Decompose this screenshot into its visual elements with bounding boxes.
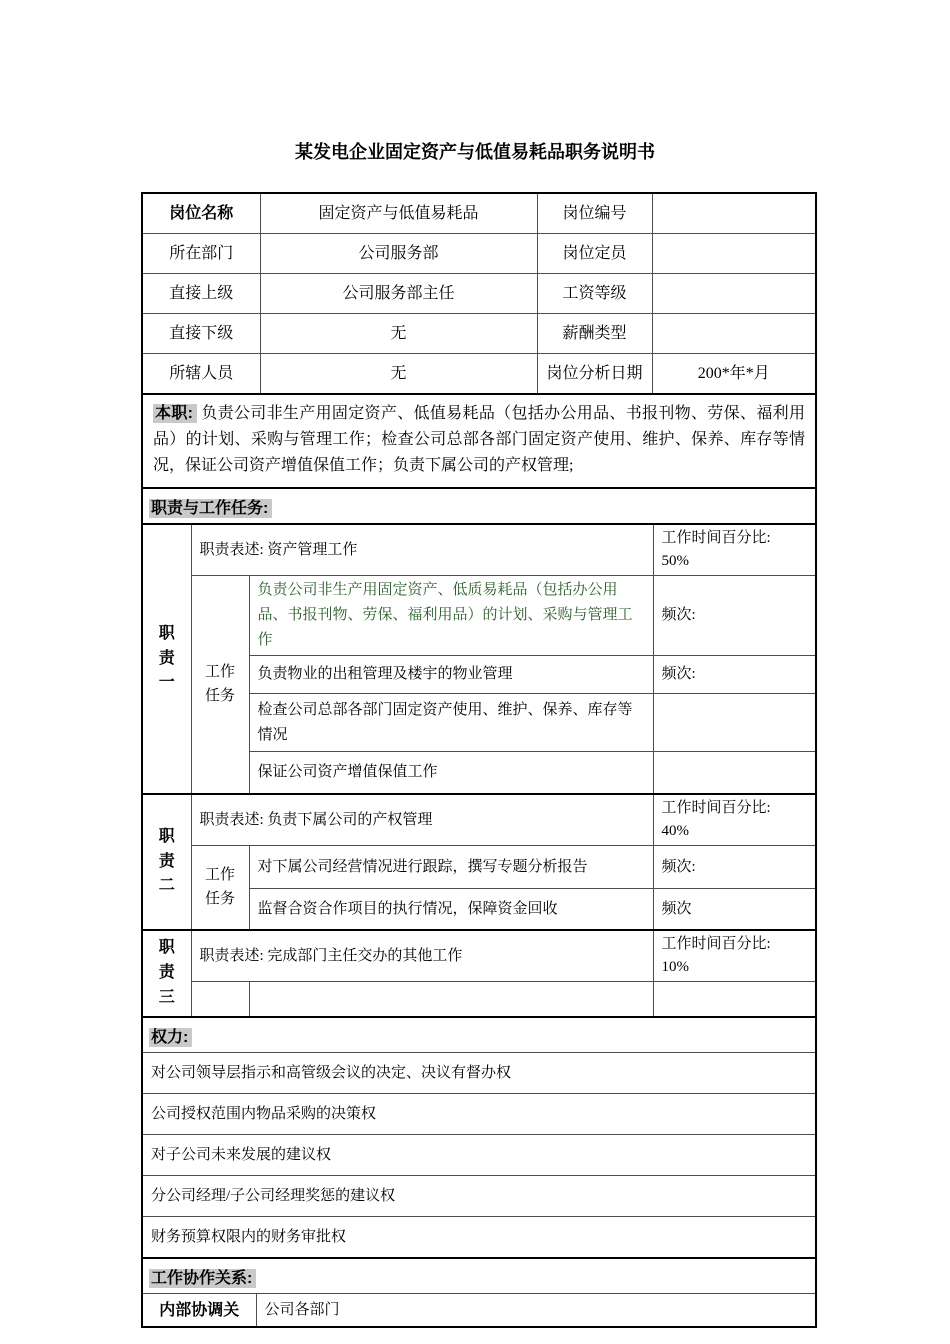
- duty-3-task-group-label: [191, 982, 249, 1017]
- info-value-headcount: [652, 234, 815, 274]
- info-table: [143, 194, 815, 393]
- info-row: [143, 234, 815, 274]
- duty-1-task-1-frequency: 频次:: [653, 576, 815, 656]
- duty-1-task-3-frequency: [653, 694, 815, 752]
- info-value-staff: 无: [260, 354, 537, 394]
- right-item-5: 财务预算权限内的财务审批权: [143, 1217, 815, 1258]
- right-item-row: [143, 1217, 815, 1258]
- duty-2-task-group-label: 工作任务: [191, 846, 249, 930]
- duty-3-time-percent: 工作时间百分比: 10%: [653, 930, 815, 982]
- duty-1-statement: 职责表述: 资产管理工作: [191, 524, 653, 576]
- duty-2-task-2: 监督合资合作项目的执行情况，保障资金回收: [249, 889, 653, 930]
- duty-3-name: 职责三: [143, 930, 191, 1016]
- rights-table: [143, 1052, 815, 1257]
- right-item-row: [143, 1053, 815, 1094]
- task-row: [143, 846, 815, 889]
- duty-1-task-2-frequency: 频次:: [653, 656, 815, 694]
- duty-2-task-1-frequency: 频次:: [653, 846, 815, 889]
- right-item-2: 公司授权范围内物品采购的决策权: [143, 1094, 815, 1135]
- duty-2-time-percent: 工作时间百分比: 40%: [653, 794, 815, 846]
- info-value-department: 公司服务部: [260, 234, 537, 274]
- info-label-position-name: 岗位名称: [143, 194, 260, 234]
- right-item-1: 对公司领导层指示和高管级会议的决定、决议有督办权: [143, 1053, 815, 1094]
- info-row: [143, 194, 815, 234]
- info-label-analysis-date: 岗位分析日期: [537, 354, 652, 394]
- info-label-department: 所在部门: [143, 234, 260, 274]
- duty-1-time-percent: 工作时间百分比: 50%: [653, 524, 815, 576]
- section-header-rights: 权力:: [143, 1016, 815, 1052]
- duty-1-task-3: 检查公司总部各部门固定资产使用、维护、保养、库存等情况: [249, 694, 653, 752]
- info-label-position-code: 岗位编号: [537, 194, 652, 234]
- right-item-4: 分公司经理/子公司经理奖惩的建议权: [143, 1176, 815, 1217]
- info-value-position-name: 固定资产与低值易耗品: [260, 194, 537, 234]
- duty-3-task-1-frequency: [653, 982, 815, 1017]
- duty-statement-row: [143, 524, 815, 576]
- task-row: [143, 576, 815, 656]
- duty-1-task-group-label: 工作任务: [191, 576, 249, 794]
- duty-statement-row: [143, 794, 815, 846]
- duty-statement-row: [143, 930, 815, 982]
- duty-3-statement: 职责表述: 完成部门主任交办的其他工作: [191, 930, 653, 982]
- info-label-salary-grade: 工资等级: [537, 274, 652, 314]
- document-title: 某发电企业固定资产与低值易耗品职务说明书: [295, 142, 655, 162]
- summary-block: [143, 393, 815, 487]
- info-label-pay-type: 薪酬类型: [537, 314, 652, 354]
- section-header-duties: 职责与工作任务:: [143, 487, 815, 523]
- info-value-direct-superior: 公司服务部主任: [260, 274, 537, 314]
- cooperation-value-internal: 公司各部门: [256, 1294, 815, 1327]
- duty-2-table: [143, 793, 815, 929]
- duty-1-name: 职责一: [143, 524, 191, 793]
- duty-1-task-1: 负责公司非生产用固定资产、低质易耗品（包括办公用品、书报刊物、劳保、福利用品）的计划、采购与管理工作: [249, 576, 653, 656]
- section-header-cooperation: 工作协作关系:: [143, 1257, 815, 1293]
- duty-2-name: 职责二: [143, 794, 191, 929]
- info-value-pay-type: [652, 314, 815, 354]
- cooperation-label-internal: 内部协调关: [143, 1294, 256, 1327]
- duty-3-task-1: [249, 982, 653, 1017]
- duty-2-task-1: 对下属公司经营情况进行跟踪，撰写专题分析报告: [249, 846, 653, 889]
- duty-1-task-2: 负责物业的出租管理及楼宇的物业管理: [249, 656, 653, 694]
- info-label-direct-subordinate: 直接下级: [143, 314, 260, 354]
- info-value-position-code: [652, 194, 815, 234]
- job-description-table: [141, 192, 817, 1328]
- duty-2-statement: 职责表述: 负责下属公司的产权管理: [191, 794, 653, 846]
- info-row: [143, 314, 815, 354]
- info-row: [143, 274, 815, 314]
- right-item-row: [143, 1176, 815, 1217]
- info-label-direct-superior: 直接上级: [143, 274, 260, 314]
- summary-label: 本职:: [153, 404, 197, 423]
- summary-text: 负责公司非生产用固定资产、低值易耗品（包括办公用品、书报刊物、劳保、福利用品）的计划、采购与管理工作；检查公司总部各部门固定资产使用、维护、保养、库存等情况，保证公司资产增值保值工作；负责下属公司的产权管理;: [153, 405, 805, 474]
- duty-1-task-4: 保证公司资产增值保值工作: [249, 752, 653, 794]
- right-item-3: 对子公司未来发展的建议权: [143, 1135, 815, 1176]
- duty-1-table: [143, 523, 815, 793]
- info-value-direct-subordinate: 无: [260, 314, 537, 354]
- right-item-row: [143, 1135, 815, 1176]
- duty-1-task-4-frequency: [653, 752, 815, 794]
- cooperation-table: [143, 1293, 815, 1326]
- info-value-salary-grade: [652, 274, 815, 314]
- task-row: [143, 982, 815, 1017]
- info-value-analysis-date: 200*年*月: [652, 354, 815, 394]
- right-item-row: [143, 1094, 815, 1135]
- info-label-staff: 所辖人员: [143, 354, 260, 394]
- info-row: [143, 354, 815, 394]
- cooperation-row: [143, 1294, 815, 1327]
- info-label-headcount: 岗位定员: [537, 234, 652, 274]
- duty-2-task-2-frequency: 频次: [653, 889, 815, 930]
- duty-3-table: [143, 929, 815, 1016]
